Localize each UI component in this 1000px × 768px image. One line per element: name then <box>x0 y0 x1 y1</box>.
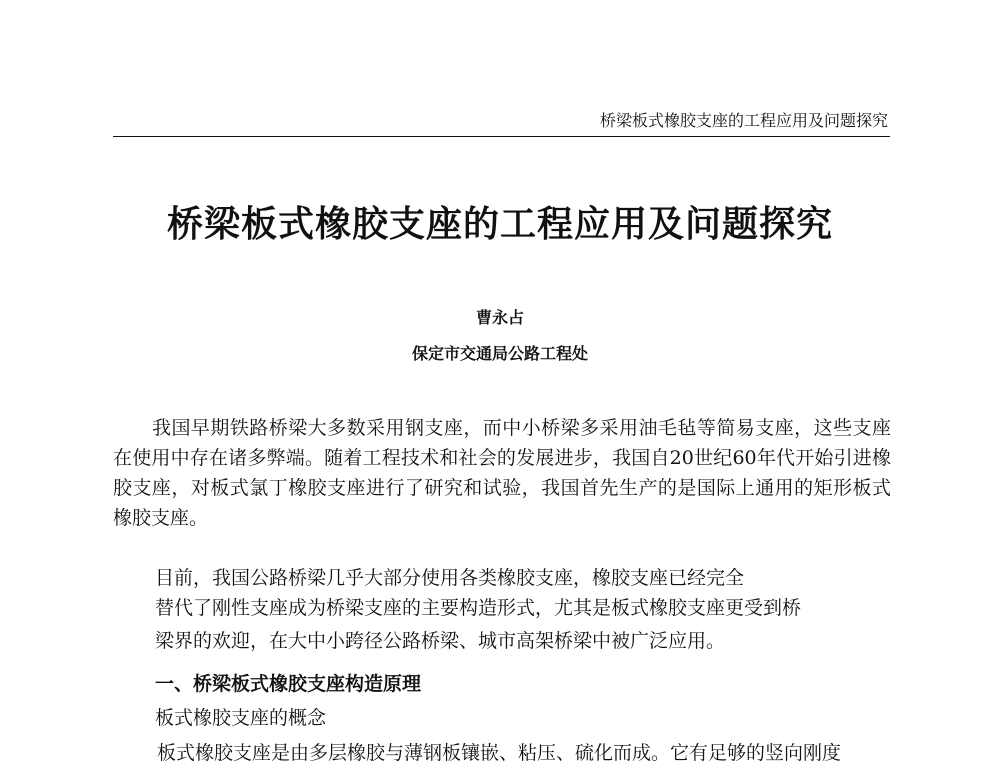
subheading: 板式橡胶支座的概念 <box>155 707 327 729</box>
body-paragraph-2-line-2: 替代了刚性支座成为桥梁支座的主要构造形式，尤其是板式橡胶支座更受到桥 <box>155 597 802 619</box>
running-header: 桥梁板式橡胶支座的工程应用及问题探究 <box>599 111 888 130</box>
paper-title: 桥梁板式橡胶支座的工程应用及问题探究 <box>166 203 833 245</box>
body-text-cut-line: 板式橡胶支座是由多层橡胶与薄钢板镶嵌、粘压、硫化而成。它有足够的竖向刚度 <box>157 742 842 764</box>
author-affiliation: 保定市交通局公路工程处 <box>411 344 588 363</box>
body-paragraph-2-line-1: 目前，我国公路桥梁几乎大部分使用各类橡胶支座，橡胶支座已经完全 <box>155 567 745 589</box>
header-rule <box>113 136 890 137</box>
body-paragraph-2-line-3: 梁界的欢迎，在大中小跨径公路桥梁、城市高架桥梁中被广泛应用。 <box>155 630 726 652</box>
author-name: 曹永占 <box>475 308 524 327</box>
section-heading: 一、桥梁板式橡胶支座构造原理 <box>155 673 422 695</box>
body-paragraph-1: 我国早期铁路桥梁大多数采用钢支座，而中小桥梁多采用油毛毡等简易支座，这些支座在使用中存在诸多弊端。随着工程技术和社会的发展进步，我国自20世纪60年代开始引进橡胶支座，对板式氯丁橡胶支座进行了研究和试验，我国首先生产的是国际上通用的矩形板式橡胶支座。 <box>113 417 891 529</box>
